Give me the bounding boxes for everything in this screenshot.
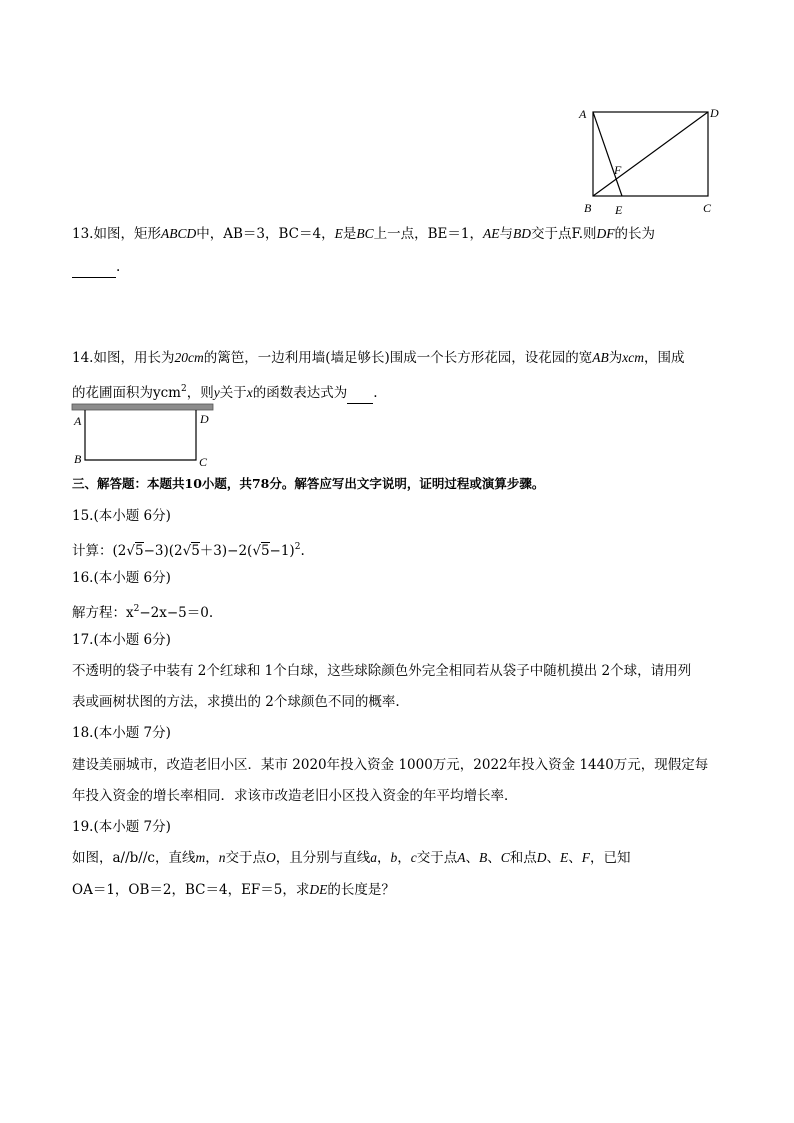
q19-line2: OA＝1，OB＝2，BC＝4，EF＝5，求DE的长度是？ — [72, 882, 395, 898]
q13-figure — [575, 100, 725, 220]
q15-expression: 计算：$(2√5-3)(2√5+3)-2(√5-1)^2$. — [72, 542, 305, 559]
q18-line1: 建设美丽城市，改造老旧小区．某市 2020年投入资金 1000万元，2022年投入资金 1440万元，现假定每 — [72, 757, 709, 773]
q19-header: 19.(本小题 7分) — [72, 819, 171, 835]
sqrt-icon: √ — [126, 543, 135, 559]
label-d: D — [200, 412, 209, 426]
q18-line2: 年投入资金的增长率相同．求该市改造老旧小区投入资金的年平均增长率． — [72, 788, 518, 804]
q14-line2: 的花圃面积为ycm$^2$，则y关于x的函数表达式为 . — [72, 379, 378, 404]
q19-line1: 如图，a//b//c，直线m，n交于点O，且分别与直线a，b，c交于点A、B、C和点D、E、F，已知 — [72, 850, 631, 866]
fence — [85, 410, 196, 460]
label-f: F — [614, 163, 622, 177]
q17-line1: 不透明的袋子中装有 2个红球和 1个白球，这些球除颜色外完全相同若从袋子中随机摸出 2个球，请用列 — [72, 663, 692, 679]
q13-line2: . — [72, 257, 120, 278]
q17-line2: 表或画树状图的方法，求摸出的 2个球颜色不同的概率. — [72, 694, 400, 710]
sqrt-icon: √ — [252, 543, 261, 559]
label-c: C — [703, 201, 712, 215]
q16-header: 16.(本小题 6分) — [72, 570, 171, 586]
q14-answer-blank[interactable] — [347, 383, 373, 404]
q18-header: 18.(本小题 7分) — [72, 725, 171, 741]
label-a: A — [74, 414, 82, 428]
q14-figure — [68, 402, 218, 468]
q13-answer-blank[interactable] — [72, 257, 116, 278]
q13-line1: 13.如图，矩形ABCD中，AB＝3，BC＝4，E是BC上一点，BE＝1，AE与BD交于点F.则DF的长为 — [72, 226, 656, 242]
q14-line1: 14.如图，用长为20cm的篱笆，一边利用墙(墙足够长)围成一个长方形花园，设花园的宽AB为xcm，围成 — [72, 350, 685, 366]
sqrt-icon: √ — [182, 543, 192, 559]
wall — [72, 404, 213, 410]
segment-ae — [593, 112, 622, 196]
label-a: A — [579, 107, 587, 121]
q15-header: 15.(本小题 6分) — [72, 508, 171, 524]
label-c: C — [199, 455, 208, 468]
segment-bd — [593, 112, 708, 196]
label-b: B — [74, 452, 82, 466]
label-b: B — [584, 201, 592, 215]
q17-header: 17.(本小题 6分) — [72, 632, 171, 648]
section-3-heading: 三、解答题：本题共10小题，共78分。解答应写出文字说明，证明过程或演算步骤。 — [72, 476, 545, 491]
label-e: E — [615, 203, 623, 217]
label-d: D — [710, 106, 719, 120]
q16-equation: 解方程：$x^2-2x-5=0$. — [72, 604, 214, 621]
